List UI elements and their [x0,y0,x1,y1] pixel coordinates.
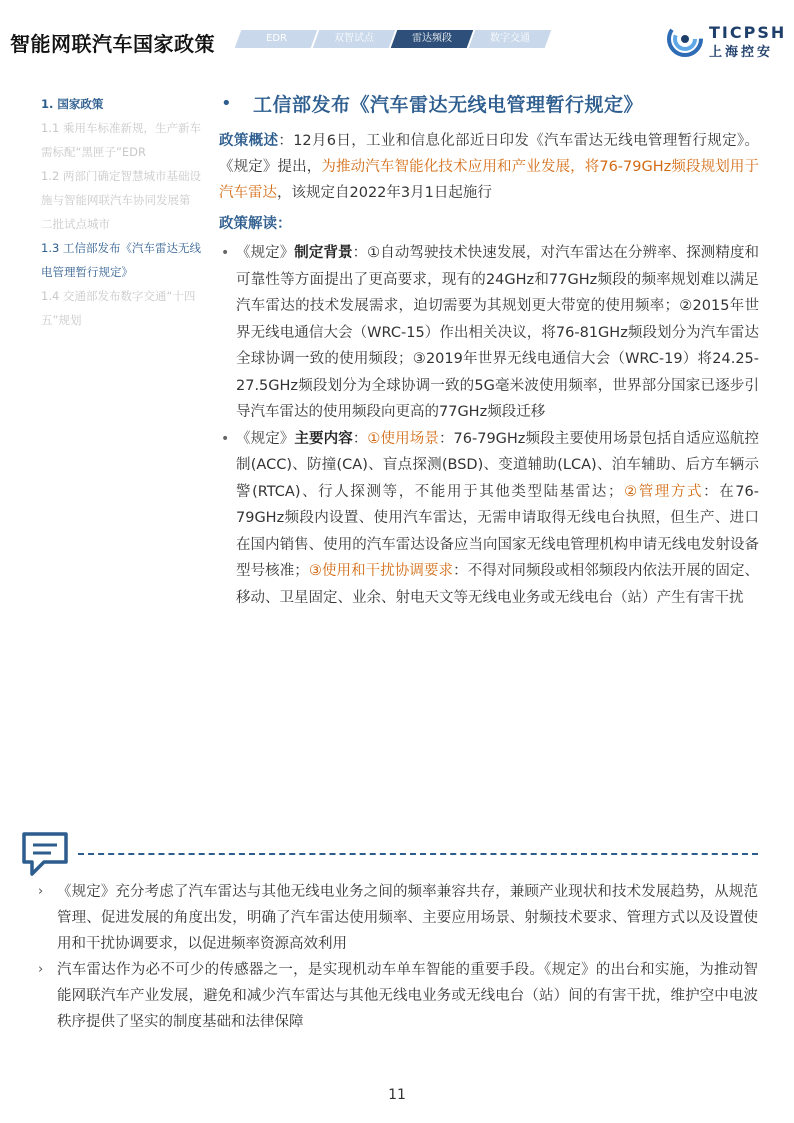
article-title-row [219,86,759,120]
interpretation-list [219,240,759,611]
highlight-management: ②管理方式 [622,483,704,500]
list-item-background: • 《规定》制定背景：①自动驾驶技术快速发展，对汽车雷达在分辨率、探测精度和可靠性等方面提出了更高要求，现有的24GHz和77GHz频段的频率规划难以满足汽车雷达的技术发展需求，迫切需要为其规划更大带宽的使用频率；②2015年世界无线电通信大会（WRC-15）作出相关决议，将76-81GHz频段划分为汽车雷达全球协调一致的使用频段；③2019年世界无线电通信大会（WRC-19）将24.25-27.5GHz频段划分为全球协调一致的5G毫米波使用频率，世界部分国家已逐步引导汽车雷达的使用频段向更高的77GHz频段迁移 [219,240,759,426]
page-number: 11 [388,1087,406,1103]
overview-label: 政策概述 [219,133,279,149]
summary-item: › 汽车雷达作为必不可少的传感器之一，是实现机动车单车智能的重要手段。《规定》的出台和实施，为推动智能网联汽车产业发展，避免和减少汽车雷达与其他无线电业务或无线电台（站）间的有害干扰，维护空中电波秩序提供了坚实的制度基础和法律保障 [38,957,758,1035]
logo-swirl-icon [667,21,703,57]
logo-text-cn: 上海控安 [709,45,774,60]
chevron-right-icon: › [38,884,44,899]
bullet-dot: • [221,245,230,261]
section-tabs [238,30,550,48]
logo-text-en: TICPSH [709,23,787,42]
ticpsh-logo [667,21,787,59]
summary-item: › 《规定》充分考虑了汽车雷达与其他无线电业务之间的频率兼容共存，兼顾产业现状和技术发展趋势，从规范管理、促进发展的角度出发，明确了汽车雷达使用频率、主要应用场景、射频技术要求、管理方式以及设置使用和干扰协调要求，以促进频率资源高效利用 [38,879,758,957]
tab-radar-band[interactable]: 雷达频段 [391,30,474,48]
summary-section [38,879,758,1035]
summary-divider [78,853,758,855]
bullet-dot: • [221,430,230,447]
main-content [219,86,759,611]
toc-item-1-3[interactable]: 1.3 工信部发布《汽车雷达无线电管理暂行规定》 [41,241,201,279]
toc-heading[interactable]: 1. 国家政策 [41,97,104,111]
toc-item-1-2[interactable]: 1.2 两部门确定智慧城市基础设施与智能网联汽车协同发展第二批试点城市 [41,169,201,231]
title-bullet: • [221,92,232,114]
table-of-contents [41,92,201,332]
tab-edr[interactable]: EDR [235,30,318,48]
overview-text: 12月6日，工业和信息化部近日印发《汽车雷达无线电管理暂行规定》。《规定》提出， [219,133,759,175]
tab-smart-city-pilot[interactable]: 双智试点 [313,30,396,48]
toc-item-1-4[interactable]: 1.4 交通部发布数字交通“十四五”规划 [41,289,196,327]
page-header [0,0,794,78]
highlight-usage-scenario: ①使用场景 [367,430,439,447]
list-item-main-content: • 《规定》主要内容：①使用场景：76-79GHz频段主要使用场景包括自适应巡航控制(ACC)、防撞(CA)、盲点探测(BSD)、变道辅助(LCA)、泊车辅助、后方车辆示警(RTCA)、行人探测等，不能用于其他类型陆基雷达；②管理方式：在76-79GHz频段内设置、使用汽车雷达，无需申请取得无线电台执照，但生产、进口在国内销售、使用的汽车雷达设备应当向国家无线电管理机构申请无线电发射设备型号核准；③使用和干扰协调要求：不得对同频段或相邻频段内依法开展的固定、移动、卫星固定、业余、射电天文等无线电业务或无线电台（站）产生有害干扰 [219,426,759,612]
interpretation-heading: 政策解读： [219,216,292,232]
comment-icon [20,830,70,878]
report-section-title: 智能网联汽车国家政策 [10,32,215,56]
highlight-interference: ③使用和干扰协调要求 [308,563,454,579]
toc-item-1-1[interactable]: 1.1 乘用车标准新规，生产新车需标配“黑匣子”EDR [41,121,201,159]
policy-overview: 政策概述：12月6日，工业和信息化部近日印发《汽车雷达无线电管理暂行规定》。《规定》提出，为推动汽车智能化技术应用和产业发展，将76-79GHz频段规划用于汽车雷达，该规定自2022年3月1日起施行 [219,133,759,201]
chevron-right-icon: › [38,962,44,977]
overview-highlight: 为推动汽车智能化技术应用和产业发展，将76-79GHz频段规划用于汽车雷达 [219,159,759,201]
article-title: 工信部发布《汽车雷达无线电管理暂行规定》 [253,93,644,116]
tab-digital-transport[interactable]: 数字交通 [469,30,552,48]
